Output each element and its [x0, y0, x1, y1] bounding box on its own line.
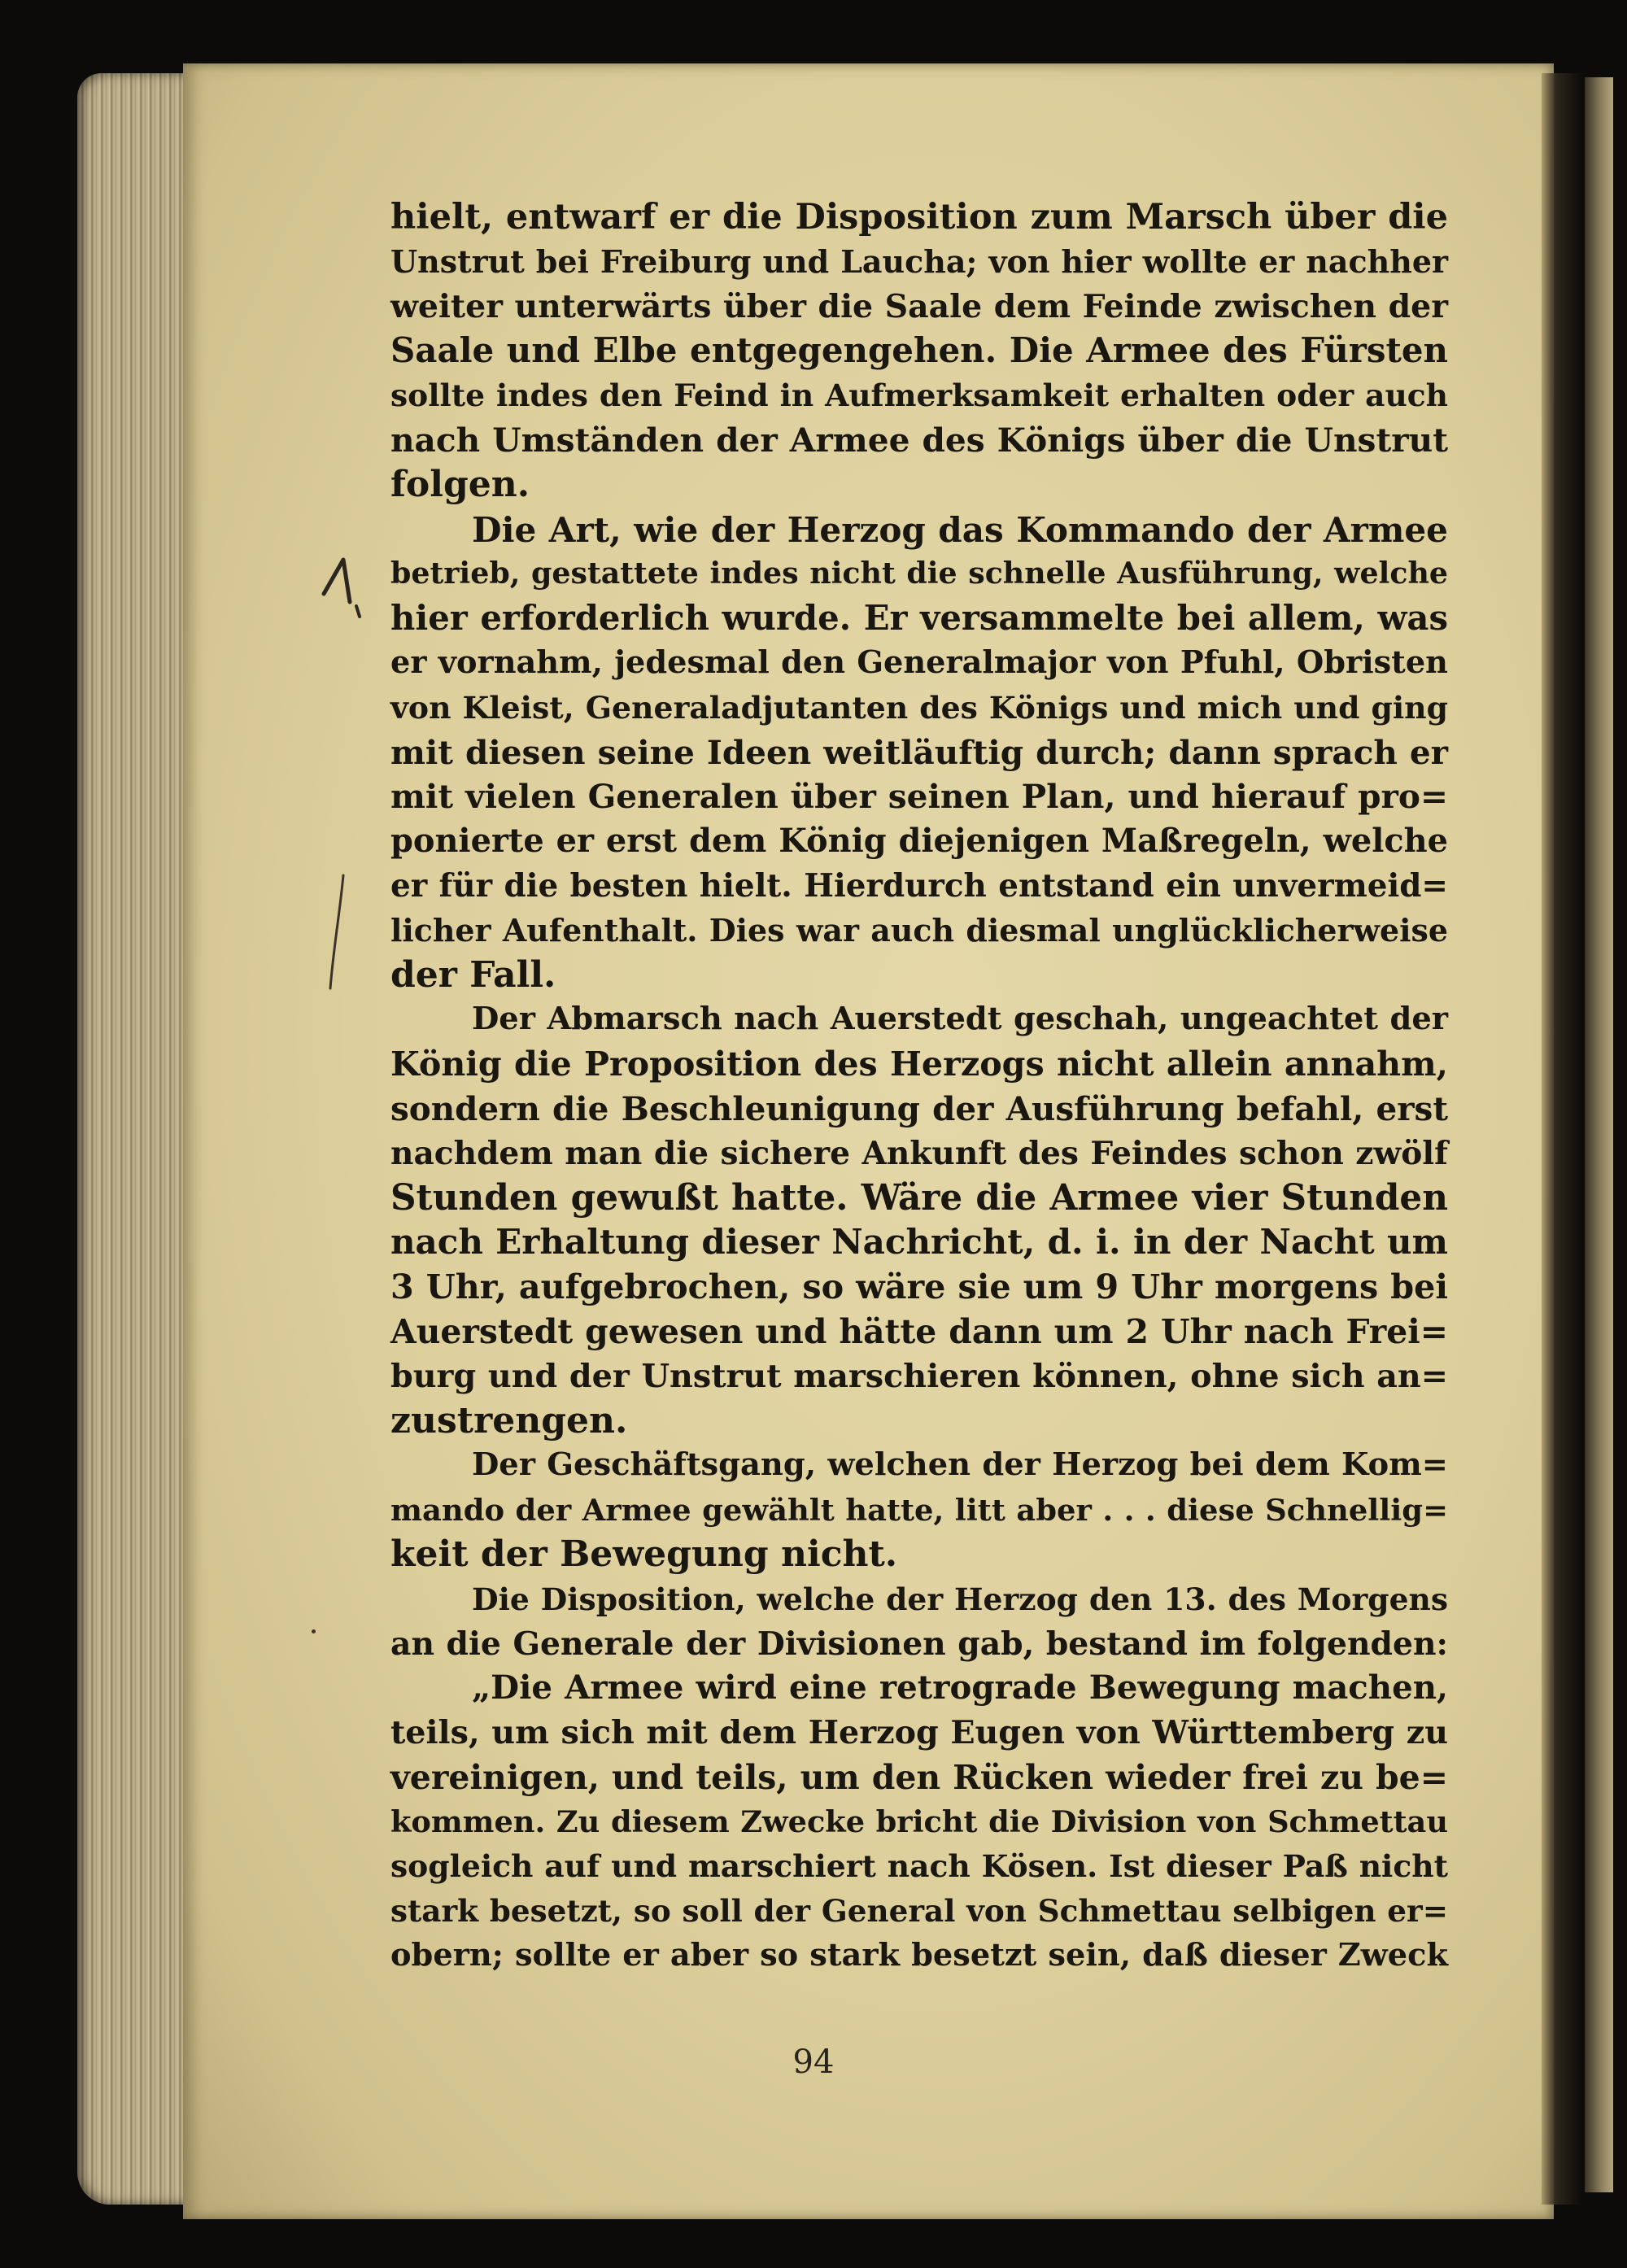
- text-line: Der Abmarsch nach Auerstedt geschah, ungeachtet der: [472, 1001, 1448, 1038]
- text-line: licher Aufenthalt. Dies war auch diesmal unglücklicherweise: [390, 911, 1448, 949]
- text-line: folgen.: [390, 463, 530, 505]
- text-line: hier erforderlich wurde. Er versammelte bei allem, was: [390, 598, 1448, 639]
- text-line: er vornahm, jedesmal den Generalmajor von Pfuhl, Obristen: [390, 643, 1448, 681]
- text-line: betrieb, gestattete indes nicht die schnelle Ausführung, welche: [390, 556, 1448, 591]
- text-line: Stunden gewußt hatte. Wäre die Armee vier Stunden: [390, 1176, 1448, 1219]
- text-line: „Die Armee wird eine retrograde Bewegung machen,: [472, 1668, 1448, 1708]
- text-line: nachdem man die sichere Ankunft des Feindes schon zwölf: [390, 1134, 1448, 1172]
- text-line: vereinigen, und teils, um den Rücken wieder frei zu be=: [390, 1757, 1448, 1797]
- text-line: obern; sollte er aber so stark besetzt sein, daß dieser Zweck: [390, 1937, 1448, 1974]
- page-number: 94: [792, 2043, 835, 2081]
- text-line: sondern die Beschleunigung der Ausführung befahl, erst: [390, 1088, 1448, 1128]
- text-line: der Fall.: [390, 953, 556, 996]
- text-line: er für die besten hielt. Hierdurch entstand ein unvermeid=: [390, 866, 1448, 905]
- text-line: ponierte er erst dem König diejenigen Maßregeln, welche: [390, 822, 1448, 861]
- text-line: mit diesen seine Ideen weitläuftig durch; dann sprach er: [390, 732, 1448, 772]
- body-text: [390, 195, 1448, 1978]
- page-edges: [77, 73, 199, 2205]
- text-line: hielt, entwarf er die Disposition zum Marsch über die: [390, 197, 1448, 238]
- adjacent-page-edge: [1585, 77, 1613, 2192]
- text-line: Auerstedt gewesen und hätte dann um 2 Uhr nach Frei=: [390, 1311, 1448, 1351]
- text-line: Die Disposition, welche der Herzog den 13. des Morgens: [472, 1581, 1448, 1617]
- binding-gutter: [1542, 73, 1582, 2205]
- text-line: Unstrut bei Freiburg und Laucha; von hier wollte er nachher: [390, 242, 1448, 280]
- text-line: burg und der Unstrut marschieren können, ohne sich an=: [390, 1357, 1448, 1395]
- text-line: Saale und Elbe entgegengehen. Die Armee des Fürsten: [390, 330, 1448, 371]
- text-line: sollte indes den Feind in Aufmerksamkeit erhalten oder auch: [390, 377, 1448, 414]
- text-line: kommen. Zu diesem Zwecke bricht die Division von Schmettau: [390, 1803, 1448, 1839]
- text-line: nach Erhaltung dieser Nachricht, d. i. in der Nacht um: [390, 1222, 1448, 1263]
- text-line: keit der Bewegung nicht.: [390, 1533, 898, 1575]
- text-line: stark besetzt, so soll der General von Schmettau selbigen er=: [390, 1893, 1448, 1930]
- text-line: zustrengen.: [390, 1399, 628, 1441]
- text-line: weiter unterwärts über die Saale dem Feinde zwischen der: [390, 287, 1448, 325]
- text-line: an die Generale der Divisionen gab, bestand im folgenden:: [390, 1625, 1448, 1663]
- text-line: von Kleist, Generaladjutanten des Königs und mich und ging: [390, 689, 1448, 726]
- text-line: sogleich auf und marschiert nach Kösen. Ist dieser Paß nicht: [390, 1848, 1448, 1885]
- text-line: mit vielen Generalen über seinen Plan, und hierauf pro=: [390, 777, 1448, 817]
- text-line: teils, um sich mit dem Herzog Eugen von Württemberg zu: [390, 1714, 1448, 1752]
- text-line: mando der Armee gewählt hatte, litt aber . . . diese Schnellig=: [390, 1492, 1448, 1529]
- text-line: Der Geschäftsgang, welchen der Herzog bei dem Kom=: [472, 1446, 1448, 1484]
- text-line: König die Proposition des Herzogs nicht allein annahm,: [390, 1044, 1448, 1084]
- text-line: 3 Uhr, aufgebrochen, so wäre sie um 9 Uhr morgens bei: [390, 1267, 1448, 1307]
- text-line: nach Umständen der Armee des Königs über die Unstrut: [390, 420, 1448, 460]
- text-line: Die Art, wie der Herzog das Kommando der Armee: [472, 508, 1448, 550]
